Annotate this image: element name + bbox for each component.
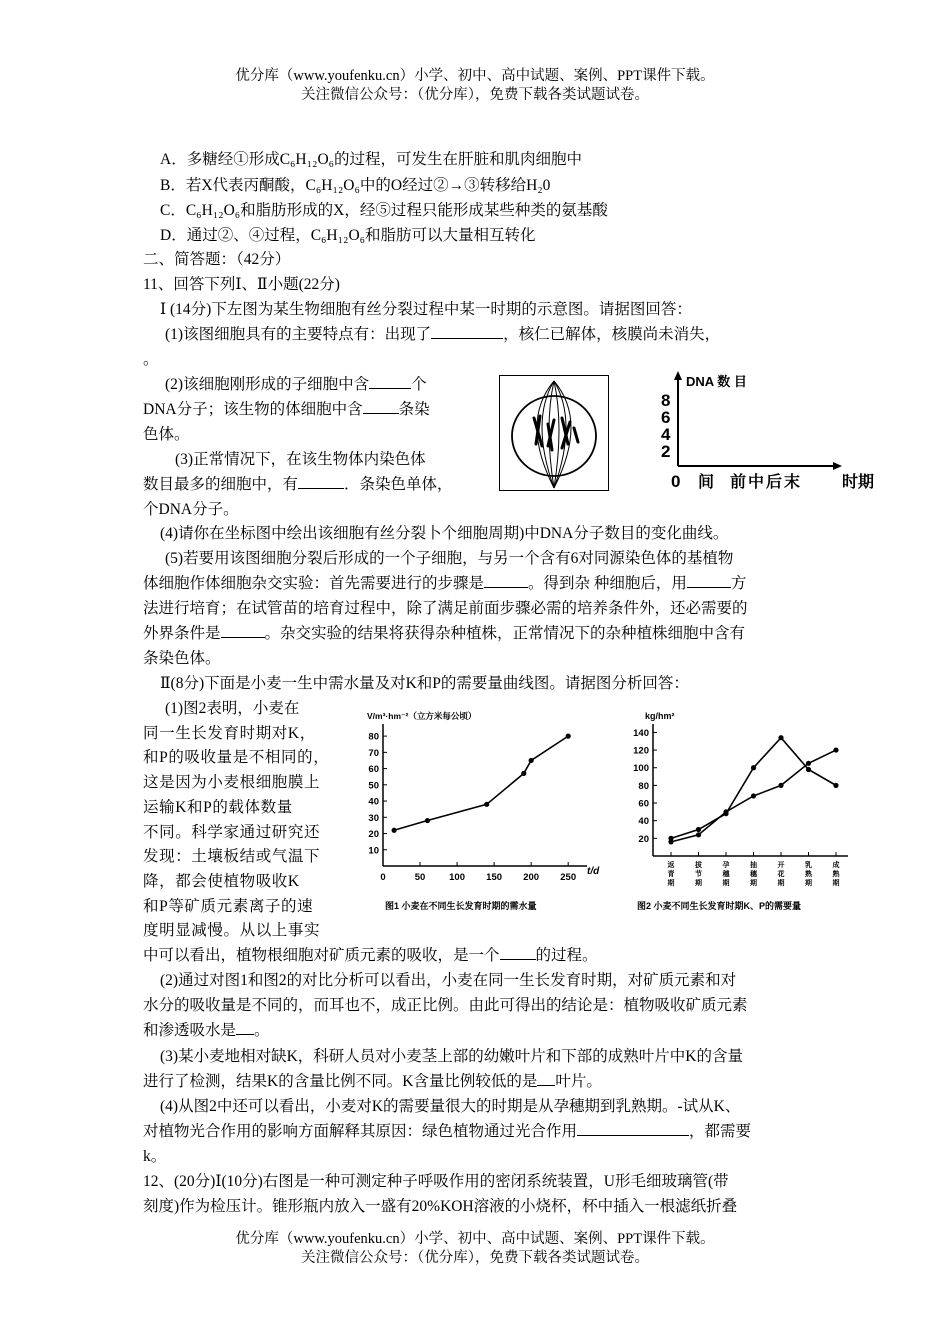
fig1-data-point bbox=[566, 734, 571, 739]
answer-blank[interactable] bbox=[298, 474, 344, 489]
figure-1-water-chart bbox=[355, 706, 605, 916]
fig2-ytick-label: 60 bbox=[638, 798, 649, 810]
fig2-data-point bbox=[833, 783, 838, 788]
fig2-ytick-label: 100 bbox=[633, 763, 649, 775]
option-d: D．通过②、④过程，C₆H₁₂O₆和脂肪可以大量相互转化 bbox=[160, 227, 536, 244]
dna-xtick: 间 bbox=[698, 474, 715, 491]
ii2-line3: 和渗透吸水是 。 bbox=[143, 1022, 270, 1039]
page-header-line2: 关注微信公众号：（优分库），免费下载各类试题试卷。 bbox=[301, 87, 649, 103]
dna-graph bbox=[650, 368, 890, 493]
answer-blank[interactable] bbox=[363, 399, 399, 414]
fig2-category-label: 青 bbox=[667, 871, 675, 878]
part-i-intro: Ⅰ (14分)下左图为某生物细胞有丝分裂过程中某一时期的示意图。请据图回答： bbox=[160, 301, 692, 318]
ii2-line2: 水分的吸收量是不同的，而耳也不，成正比例。由此可得出的结论是：植物吸收矿质元素 bbox=[143, 997, 748, 1014]
q1-text: (1)该图细胞具有的主要特点有：出现了 ，核仁已解体，核膜尚未消失， bbox=[165, 326, 721, 343]
fig1-ytick-label: 40 bbox=[368, 796, 379, 808]
fig1-ytick-label: 20 bbox=[368, 829, 379, 841]
ii1-line: 这是因为小麦根细胞膜上 bbox=[143, 774, 321, 792]
ii1-line: 和P等矿质元素离子的速 bbox=[143, 897, 314, 915]
fig2-category-label: 成 bbox=[832, 862, 840, 869]
fig2-ytick-label: 20 bbox=[638, 833, 649, 845]
answer-blank[interactable] bbox=[236, 1020, 254, 1035]
dna-xtick: 0 bbox=[671, 472, 681, 491]
cell-division-figure bbox=[499, 375, 609, 491]
q5-line4: 外界条件是 。杂交实验的结果将获得杂种植株，正常情况下的杂种植株细胞中含有 bbox=[143, 625, 746, 642]
fig2-category-label: 开 bbox=[777, 862, 785, 869]
fig1-ytick-label: 50 bbox=[368, 780, 379, 792]
fig2-category-label: 期 bbox=[832, 880, 840, 887]
fig1-data-point bbox=[521, 771, 526, 776]
answer-blank[interactable] bbox=[431, 324, 503, 339]
fig2-category-label: 拔 bbox=[695, 862, 702, 869]
fig2-category-label: 期 bbox=[777, 880, 785, 887]
fig2-data-point bbox=[806, 761, 811, 766]
x-axis-arrow bbox=[833, 462, 842, 470]
q5-line1: (5)若要用该图细胞分裂后形成的一个子细胞，与另一个含有6对同源染色体的基植物 bbox=[165, 550, 734, 567]
ii1-line: 发现：土壤板结或气温下 bbox=[143, 848, 321, 866]
cell-illustration bbox=[500, 376, 608, 490]
fig1-xtick-label: 150 bbox=[486, 872, 503, 883]
fig1-data-point bbox=[392, 828, 397, 833]
fig2-data-point bbox=[696, 827, 701, 832]
fig2-category-label: 期 bbox=[695, 880, 702, 887]
fig1-xtick-label: 100 bbox=[449, 872, 466, 883]
fig2-title: 图2 小麦不同生长发育时期K、P的需要量 bbox=[637, 901, 802, 911]
dna-y-label: DNA 数 目 bbox=[686, 374, 747, 389]
fig2-ytick-label: 140 bbox=[633, 727, 649, 739]
fig2-series-K-line bbox=[671, 738, 836, 839]
q2-line1: (2)该细胞刚形成的子细胞中含 个 bbox=[165, 376, 427, 393]
ii4-line2: 对植物光合作用的影响方面解释其原因：绿色植物通过光合作用 ，都需要 bbox=[143, 1123, 752, 1140]
answer-blank[interactable] bbox=[484, 573, 528, 588]
answer-blank[interactable] bbox=[500, 945, 536, 960]
fig2-ytick-label: 40 bbox=[638, 816, 649, 828]
fig1-ylabel: V/m³·hm⁻²（立方米每公顷） bbox=[367, 711, 477, 721]
dna-ytick: 8 bbox=[661, 391, 671, 410]
fig2-category-label: 返 bbox=[667, 862, 675, 869]
question-11-title: 11、回答下列Ⅰ、Ⅱ小题(22分) bbox=[143, 276, 340, 293]
fig2-data-point bbox=[778, 735, 783, 740]
fig2-data-point bbox=[696, 832, 701, 837]
option-c: C．C₆H₁₂O₆和脂肪形成的X，经⑤过程只能形成某些种类的氨基酸 bbox=[160, 202, 608, 219]
q3-line2: 数目最多的细胞中，有 ．条染色单体， bbox=[143, 476, 453, 493]
answer-blank[interactable] bbox=[537, 1071, 555, 1086]
fig1-data-point bbox=[425, 818, 430, 823]
fig1-ytick-label: 60 bbox=[368, 764, 379, 776]
ii2-line1: (2)通过对图1和图2的对比分析可以看出，小麦在同一生长发育时期，对矿质元素和对 bbox=[160, 972, 737, 989]
dna-x-label: 时期 bbox=[842, 474, 875, 491]
fig1-ytick-label: 30 bbox=[368, 812, 379, 824]
answer-blank[interactable] bbox=[577, 1121, 689, 1136]
q5-line5: 条染色体。 bbox=[143, 650, 221, 667]
fig1-xtick-label: 0 bbox=[380, 872, 386, 883]
fig2-ytick-label: 120 bbox=[633, 745, 649, 757]
ii1-line: 同一生长发育时期对K， bbox=[143, 724, 316, 742]
figure-2-kp-chart bbox=[615, 706, 865, 916]
q4-text: (4)请你在坐标图中绘出该细胞有丝分裂卜个细胞周期)中DNA分子数目的变化曲线。 bbox=[160, 525, 729, 542]
fig2-data-point bbox=[778, 783, 783, 788]
fig1-ytick-label: 80 bbox=[368, 731, 379, 743]
fig2-category-label: 期 bbox=[722, 880, 730, 887]
ii4-line1: (4)从图2中还可以看出，小麦对K的需要量很大的时期是从孕穗期到乳熟期。-试从K、 bbox=[160, 1098, 741, 1115]
fig2-category-label: 孕 bbox=[722, 862, 730, 869]
fig1-data-point bbox=[484, 802, 489, 807]
fig1-series-line bbox=[394, 736, 568, 830]
answer-blank[interactable] bbox=[687, 573, 731, 588]
fig2-category-label: 乳 bbox=[805, 862, 812, 869]
fig1-xtick-label: 250 bbox=[560, 872, 577, 883]
fig2-category-label: 抽 bbox=[750, 862, 757, 869]
fig1-xlabel: t/d bbox=[587, 866, 600, 877]
q1-end: 。 bbox=[143, 351, 159, 368]
ii3-line2: 进行了检测，结果K的含量比例不同。K含量比例较低的是 叶片。 bbox=[143, 1073, 602, 1090]
ii1-line: (1)图2表明，小麦在 bbox=[165, 700, 300, 717]
part-ii-intro: Ⅱ(8分)下面是小麦一生中需水量及对K和P的需要量曲线图。请据图分析回答： bbox=[160, 675, 689, 692]
dna-ytick: 4 bbox=[661, 425, 671, 444]
fig1-xtick-label: 200 bbox=[523, 872, 540, 883]
fig2-ytick-label: 80 bbox=[638, 780, 649, 792]
fig2-data-point bbox=[668, 839, 673, 844]
fig2-data-point bbox=[806, 767, 811, 772]
ii1-line: 和P的吸收量是不相同的， bbox=[143, 749, 330, 767]
fig2-category-label: 期 bbox=[805, 880, 812, 887]
fig2-category-label: 穗 bbox=[750, 871, 757, 878]
fig2-category-label: 熟 bbox=[805, 871, 812, 878]
dna-xtick: 前 bbox=[730, 474, 747, 491]
fig2-category-label: 期 bbox=[667, 880, 675, 887]
section-heading: 二、简答题：（42分） bbox=[143, 251, 291, 268]
ii1-end: 中可以看出，植物根细胞对矿质元素的吸收，是一个 的过程。 bbox=[143, 947, 598, 964]
ii1-line: 度明显减慢。从以上事实 bbox=[143, 922, 321, 940]
page-header-line1: 优分库（www.youfenku.cn）小学、初中、高中试题、案例、PPT课件下载。 bbox=[235, 68, 715, 84]
q5-line2: 体细胞作体细胞杂交实验：首先需要进行的步骤是 。得到杂 种细胞后，用 方 bbox=[143, 575, 747, 592]
q2-line3: 色体。 bbox=[143, 426, 190, 443]
fig1-title: 图1 小麦在不同生长发育时期的需水量 bbox=[385, 901, 537, 911]
nuclear-membrane bbox=[512, 396, 596, 476]
ii3-line1: (3)某小麦地相对缺K，科研人员对小麦茎上部的幼嫩叶片和下部的成熟叶片中K的含量 bbox=[160, 1048, 743, 1065]
q2-line2: DNA分子；该生物的体细胞中含 条染 bbox=[143, 401, 430, 418]
fig2-category-label: 期 bbox=[750, 880, 757, 887]
fig2-category-label: 节 bbox=[695, 871, 702, 878]
fig2-data-point bbox=[833, 747, 838, 752]
ii4-line3: k。 bbox=[143, 1148, 167, 1165]
page-footer-line1: 优分库（www.youfenku.cn）小学、初中、高中试题、案例、PPT课件下载。 bbox=[235, 1231, 715, 1247]
dna-xtick: 后 bbox=[766, 474, 783, 491]
q12-line2: 刻度)作为检压计。锥形瓶内放入一盛有20%KOH溶液的小烧杯，杯中插入一根滤纸折叠 bbox=[143, 1198, 738, 1215]
fig2-category-label: 熟 bbox=[832, 871, 840, 878]
chromosomes bbox=[534, 416, 578, 450]
q5-line3: 法进行培育；在试管苗的培育过程中，除了满足前面步骤必需的培养条件外，还必需要的 bbox=[143, 600, 748, 617]
fig1-data-point bbox=[529, 758, 534, 763]
fig1-ytick-label: 10 bbox=[368, 845, 379, 857]
option-a: A．多糖经①形成C₆H₁₂O₆的过程，可发生在肝脏和肌肉细胞中 bbox=[160, 151, 583, 168]
fig1-ytick-label: 70 bbox=[368, 747, 379, 759]
fig2-data-point bbox=[751, 765, 756, 770]
option-b: B．若X代表丙酮酸，C₆H₁₂O₆中的O经过②→③转移给H₂0 bbox=[160, 177, 551, 194]
ii1-line: 降，都会使植物吸收K bbox=[143, 872, 300, 890]
q12-line1: 12、(20分)Ⅰ(10分)右图是一种可测定种子呼吸作用的密闭系统装置，U形毛细玻璃管(带 bbox=[143, 1173, 729, 1190]
answer-blank[interactable] bbox=[369, 374, 411, 389]
dna-xtick: 中 bbox=[748, 474, 765, 491]
q3-line3: 个DNA分子。 bbox=[143, 501, 239, 518]
ii1-line: 运输K和P的载体数量 bbox=[143, 798, 293, 816]
fig1-xtick-label: 50 bbox=[414, 872, 426, 883]
dna-ytick: 2 bbox=[661, 442, 671, 461]
dna-ytick: 6 bbox=[661, 408, 671, 427]
dna-xtick: 末 bbox=[784, 474, 801, 491]
page-footer-line2: 关注微信公众号：（优分库），免费下载各类试题试卷。 bbox=[301, 1250, 649, 1266]
answer-blank[interactable] bbox=[221, 623, 265, 638]
fig2-data-point bbox=[723, 809, 728, 814]
fig2-category-label: 穗 bbox=[722, 871, 730, 878]
y-axis-arrow bbox=[674, 371, 682, 380]
fig2-ylabel: kg/hm² bbox=[645, 711, 675, 721]
fig2-data-point bbox=[751, 793, 756, 798]
fig2-category-label: 花 bbox=[777, 871, 785, 878]
q3-line1: (3)正常情况下，在该生物体内染色体 bbox=[175, 451, 426, 468]
ii1-line: 不同。科学家通过研究还 bbox=[143, 823, 321, 841]
